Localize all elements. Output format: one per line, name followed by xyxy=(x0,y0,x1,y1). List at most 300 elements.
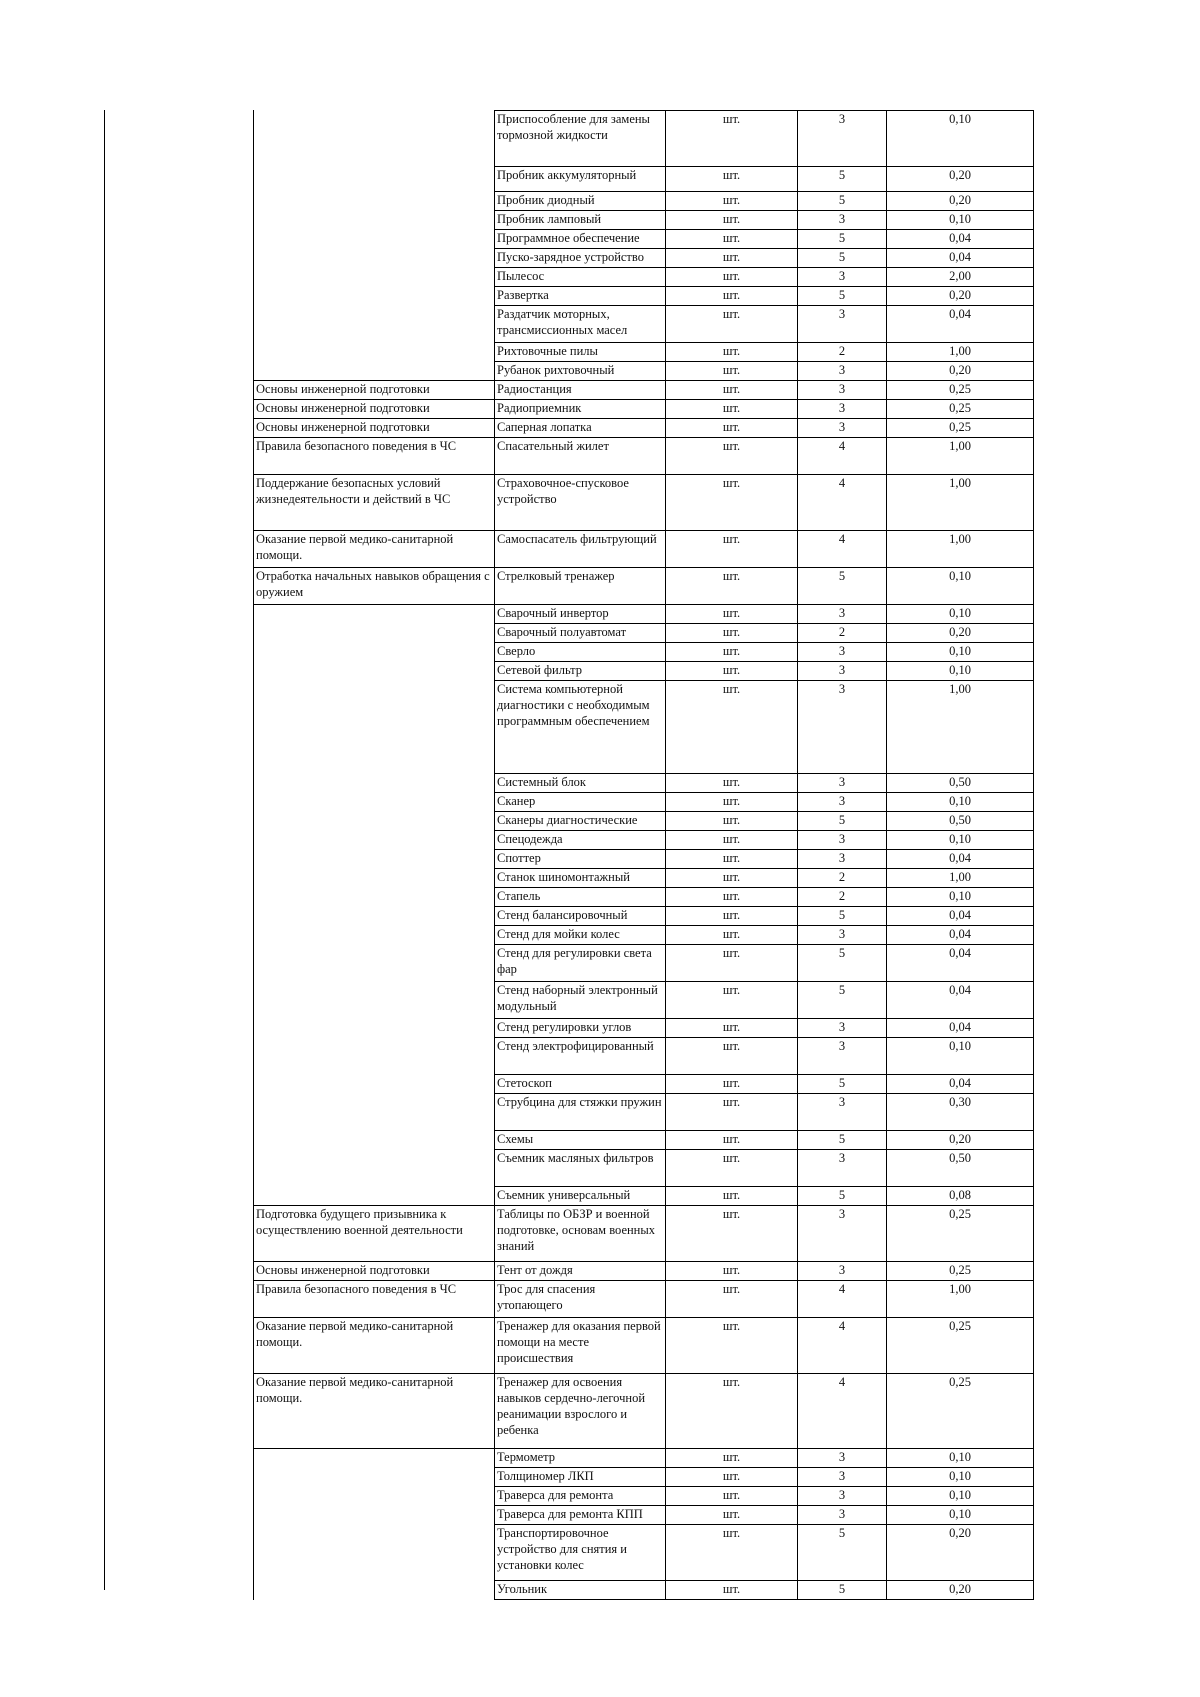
subject-cell xyxy=(254,1150,495,1187)
quantity-cell: 5 xyxy=(798,1131,887,1150)
item-cell: Стапель xyxy=(495,888,666,907)
item-cell: Толщиномер ЛКП xyxy=(495,1468,666,1487)
table-row xyxy=(254,1075,1034,1094)
subject-cell xyxy=(254,1468,495,1487)
coefficient-cell: 0,20 xyxy=(887,287,1034,306)
unit-cell: шт. xyxy=(666,907,798,926)
coefficient-cell: 0,10 xyxy=(887,111,1034,167)
coefficient-cell: 0,04 xyxy=(887,926,1034,945)
table-row xyxy=(254,1318,1034,1374)
coefficient-cell: 0,04 xyxy=(887,945,1034,982)
coefficient-cell: 0,20 xyxy=(887,1525,1034,1581)
table-row xyxy=(254,907,1034,926)
unit-cell: шт. xyxy=(666,681,798,774)
unit-cell: шт. xyxy=(666,926,798,945)
quantity-cell: 4 xyxy=(798,438,887,475)
item-cell: Сварочный инвертор xyxy=(495,605,666,624)
subject-cell xyxy=(254,831,495,850)
coefficient-cell: 0,20 xyxy=(887,362,1034,381)
table-row xyxy=(254,362,1034,381)
coefficient-cell: 0,25 xyxy=(887,1374,1034,1449)
quantity-cell: 5 xyxy=(798,249,887,268)
table-row xyxy=(254,850,1034,869)
coefficient-cell: 0,10 xyxy=(887,1487,1034,1506)
table-row xyxy=(254,1581,1034,1600)
item-cell: Сетевой фильтр xyxy=(495,662,666,681)
table-row xyxy=(254,381,1034,400)
quantity-cell: 3 xyxy=(798,1094,887,1131)
quantity-cell: 3 xyxy=(798,662,887,681)
unit-cell: шт. xyxy=(666,774,798,793)
coefficient-cell: 0,25 xyxy=(887,419,1034,438)
item-cell: Сварочный полуавтомат xyxy=(495,624,666,643)
unit-cell: шт. xyxy=(666,812,798,831)
table-row xyxy=(254,1131,1034,1150)
coefficient-cell: 1,00 xyxy=(887,438,1034,475)
table-row xyxy=(254,945,1034,982)
unit-cell: шт. xyxy=(666,605,798,624)
coefficient-cell: 0,30 xyxy=(887,1094,1034,1131)
unit-cell: шт. xyxy=(666,1187,798,1206)
table-row xyxy=(254,400,1034,419)
item-cell: Трос для спасения утопающего xyxy=(495,1281,666,1318)
subject-cell xyxy=(254,869,495,888)
unit-cell: шт. xyxy=(666,1038,798,1075)
subject-cell xyxy=(254,1131,495,1150)
subject-cell xyxy=(254,287,495,306)
coefficient-cell: 0,10 xyxy=(887,1038,1034,1075)
quantity-cell: 2 xyxy=(798,343,887,362)
table-row xyxy=(254,982,1034,1019)
item-cell: Стенд электрофицированный xyxy=(495,1038,666,1075)
coefficient-cell: 0,50 xyxy=(887,774,1034,793)
quantity-cell: 3 xyxy=(798,306,887,343)
item-cell: Радиостанция xyxy=(495,381,666,400)
subject-cell xyxy=(254,167,495,192)
item-cell: Станок шиномонтажный xyxy=(495,869,666,888)
quantity-cell: 5 xyxy=(798,982,887,1019)
table-row xyxy=(254,167,1034,192)
item-cell: Транспортировочное устройство для снятия и установки колес xyxy=(495,1525,666,1581)
unit-cell: шт. xyxy=(666,343,798,362)
unit-cell: шт. xyxy=(666,306,798,343)
equipment-table-body xyxy=(254,111,1034,1600)
unit-cell: шт. xyxy=(666,945,798,982)
quantity-cell: 3 xyxy=(798,268,887,287)
table-row xyxy=(254,605,1034,624)
equipment-table xyxy=(253,110,1034,1600)
subject-cell xyxy=(254,1487,495,1506)
table-row xyxy=(254,475,1034,531)
unit-cell: шт. xyxy=(666,793,798,812)
item-cell: Таблицы по ОБЗР и военной подготовке, основам военных знаний xyxy=(495,1206,666,1262)
item-cell: Пробник аккумуляторный xyxy=(495,167,666,192)
table-row xyxy=(254,1506,1034,1525)
subject-cell xyxy=(254,793,495,812)
item-cell: Саперная лопатка xyxy=(495,419,666,438)
item-cell: Стрелковый тренажер xyxy=(495,568,666,605)
subject-cell: Основы инженерной подготовки xyxy=(254,400,495,419)
unit-cell: шт. xyxy=(666,1449,798,1468)
subject-cell: Отработка начальных навыков обращения с оружием xyxy=(254,568,495,605)
table-row xyxy=(254,1468,1034,1487)
subject-cell xyxy=(254,1187,495,1206)
subject-cell xyxy=(254,1094,495,1131)
coefficient-cell: 0,08 xyxy=(887,1187,1034,1206)
coefficient-cell: 1,00 xyxy=(887,869,1034,888)
unit-cell: шт. xyxy=(666,1468,798,1487)
quantity-cell: 2 xyxy=(798,888,887,907)
coefficient-cell: 0,50 xyxy=(887,1150,1034,1187)
coefficient-cell: 1,00 xyxy=(887,475,1034,531)
unit-cell: шт. xyxy=(666,362,798,381)
subject-cell xyxy=(254,605,495,624)
table-row xyxy=(254,1094,1034,1131)
subject-cell: Правила безопасного поведения в ЧС xyxy=(254,438,495,475)
coefficient-cell: 0,10 xyxy=(887,888,1034,907)
coefficient-cell: 0,04 xyxy=(887,907,1034,926)
coefficient-cell: 0,10 xyxy=(887,643,1034,662)
quantity-cell: 2 xyxy=(798,624,887,643)
coefficient-cell: 0,04 xyxy=(887,850,1034,869)
item-cell: Споттер xyxy=(495,850,666,869)
subject-cell xyxy=(254,306,495,343)
subject-cell: Оказание первой медико-санитарной помощи. xyxy=(254,1374,495,1449)
unit-cell: шт. xyxy=(666,1150,798,1187)
quantity-cell: 5 xyxy=(798,167,887,192)
coefficient-cell: 0,20 xyxy=(887,192,1034,211)
unit-cell: шт. xyxy=(666,249,798,268)
item-cell: Сканер xyxy=(495,793,666,812)
subject-cell: Основы инженерной подготовки xyxy=(254,381,495,400)
unit-cell: шт. xyxy=(666,888,798,907)
item-cell: Термометр xyxy=(495,1449,666,1468)
unit-cell: шт. xyxy=(666,831,798,850)
quantity-cell: 3 xyxy=(798,643,887,662)
table-row xyxy=(254,438,1034,475)
quantity-cell: 5 xyxy=(798,287,887,306)
unit-cell: шт. xyxy=(666,1281,798,1318)
unit-cell: шт. xyxy=(666,531,798,568)
quantity-cell: 3 xyxy=(798,211,887,230)
coefficient-cell: 0,10 xyxy=(887,1449,1034,1468)
unit-cell: шт. xyxy=(666,869,798,888)
item-cell: Траверса для ремонта xyxy=(495,1487,666,1506)
subject-cell xyxy=(254,945,495,982)
table-row xyxy=(254,568,1034,605)
unit-cell: шт. xyxy=(666,230,798,249)
table-row xyxy=(254,419,1034,438)
item-cell: Самоспасатель фильтрующий xyxy=(495,531,666,568)
subject-cell xyxy=(254,982,495,1019)
item-cell: Стетоскоп xyxy=(495,1075,666,1094)
unit-cell: шт. xyxy=(666,1487,798,1506)
coefficient-cell: 0,04 xyxy=(887,1019,1034,1038)
quantity-cell: 3 xyxy=(798,381,887,400)
table-row xyxy=(254,793,1034,812)
unit-cell: шт. xyxy=(666,381,798,400)
quantity-cell: 3 xyxy=(798,362,887,381)
table-row xyxy=(254,268,1034,287)
table-row xyxy=(254,1150,1034,1187)
unit-cell: шт. xyxy=(666,475,798,531)
item-cell: Схемы xyxy=(495,1131,666,1150)
subject-cell xyxy=(254,362,495,381)
unit-cell: шт. xyxy=(666,662,798,681)
subject-cell xyxy=(254,1525,495,1581)
table-row xyxy=(254,1187,1034,1206)
subject-cell: Основы инженерной подготовки xyxy=(254,1262,495,1281)
subject-cell xyxy=(254,230,495,249)
table-row xyxy=(254,1019,1034,1038)
quantity-cell: 3 xyxy=(798,400,887,419)
table-row xyxy=(254,888,1034,907)
subject-cell xyxy=(254,1581,495,1600)
item-cell: Струбцина для стяжки пружин xyxy=(495,1094,666,1131)
item-cell: Рихтовочные пилы xyxy=(495,343,666,362)
item-cell: Стенд регулировки углов xyxy=(495,1019,666,1038)
coefficient-cell: 0,20 xyxy=(887,624,1034,643)
item-cell: Угольник xyxy=(495,1581,666,1600)
coefficient-cell: 0,10 xyxy=(887,605,1034,624)
unit-cell: шт. xyxy=(666,1019,798,1038)
coefficient-cell: 0,10 xyxy=(887,662,1034,681)
item-cell: Системный блок xyxy=(495,774,666,793)
quantity-cell: 2 xyxy=(798,869,887,888)
quantity-cell: 3 xyxy=(798,1206,887,1262)
quantity-cell: 3 xyxy=(798,419,887,438)
item-cell: Программное обеспечение xyxy=(495,230,666,249)
table-row xyxy=(254,1038,1034,1075)
unit-cell: шт. xyxy=(666,1525,798,1581)
item-cell: Сканеры диагностические xyxy=(495,812,666,831)
unit-cell: шт. xyxy=(666,1131,798,1150)
table-row xyxy=(254,774,1034,793)
table-row xyxy=(254,662,1034,681)
subject-cell: Правила безопасного поведения в ЧС xyxy=(254,1281,495,1318)
quantity-cell: 3 xyxy=(798,1019,887,1038)
coefficient-cell: 2,00 xyxy=(887,268,1034,287)
subject-cell xyxy=(254,1038,495,1075)
item-cell: Раздатчик моторных, трансмиссионных масел xyxy=(495,306,666,343)
coefficient-cell: 0,04 xyxy=(887,1075,1034,1094)
coefficient-cell: 0,10 xyxy=(887,793,1034,812)
coefficient-cell: 0,04 xyxy=(887,306,1034,343)
left-margin-line-1 xyxy=(104,110,105,1590)
item-cell: Съемник масляных фильтров xyxy=(495,1150,666,1187)
subject-cell xyxy=(254,907,495,926)
subject-cell xyxy=(254,111,495,167)
item-cell: Система компьютерной диагностики с необходимым программным обеспечением xyxy=(495,681,666,774)
item-cell: Страховочное-спусковое устройство xyxy=(495,475,666,531)
subject-cell xyxy=(254,1449,495,1468)
quantity-cell: 4 xyxy=(798,531,887,568)
subject-cell: Оказание первой медико-санитарной помощи. xyxy=(254,531,495,568)
coefficient-cell: 0,10 xyxy=(887,1468,1034,1487)
quantity-cell: 3 xyxy=(798,1150,887,1187)
subject-cell xyxy=(254,681,495,774)
item-cell: Спецодежда xyxy=(495,831,666,850)
subject-cell xyxy=(254,662,495,681)
quantity-cell: 3 xyxy=(798,850,887,869)
quantity-cell: 3 xyxy=(798,926,887,945)
table-row xyxy=(254,1281,1034,1318)
table-row xyxy=(254,531,1034,568)
quantity-cell: 5 xyxy=(798,1581,887,1600)
unit-cell: шт. xyxy=(666,167,798,192)
subject-cell xyxy=(254,268,495,287)
quantity-cell: 3 xyxy=(798,793,887,812)
unit-cell: шт. xyxy=(666,643,798,662)
unit-cell: шт. xyxy=(666,568,798,605)
quantity-cell: 3 xyxy=(798,1449,887,1468)
unit-cell: шт. xyxy=(666,268,798,287)
item-cell: Развертка xyxy=(495,287,666,306)
item-cell: Съемник универсальный xyxy=(495,1187,666,1206)
table-row xyxy=(254,1525,1034,1581)
unit-cell: шт. xyxy=(666,438,798,475)
unit-cell: шт. xyxy=(666,1318,798,1374)
unit-cell: шт. xyxy=(666,1094,798,1131)
table-row xyxy=(254,343,1034,362)
quantity-cell: 3 xyxy=(798,111,887,167)
table-row xyxy=(254,681,1034,774)
unit-cell: шт. xyxy=(666,211,798,230)
quantity-cell: 3 xyxy=(798,1468,887,1487)
item-cell: Пуско-зарядное устройство xyxy=(495,249,666,268)
subject-cell xyxy=(254,643,495,662)
table-row xyxy=(254,1374,1034,1449)
coefficient-cell: 0,25 xyxy=(887,400,1034,419)
unit-cell: шт. xyxy=(666,419,798,438)
quantity-cell: 3 xyxy=(798,831,887,850)
item-cell: Тренажер для освоения навыков сердечно-легочной реанимации взрослого и ребенка xyxy=(495,1374,666,1449)
quantity-cell: 5 xyxy=(798,192,887,211)
subject-cell xyxy=(254,1019,495,1038)
table-row xyxy=(254,812,1034,831)
subject-cell xyxy=(254,850,495,869)
subject-cell xyxy=(254,343,495,362)
table-row xyxy=(254,211,1034,230)
quantity-cell: 5 xyxy=(798,907,887,926)
unit-cell: шт. xyxy=(666,111,798,167)
quantity-cell: 3 xyxy=(798,774,887,793)
coefficient-cell: 0,10 xyxy=(887,1506,1034,1525)
quantity-cell: 3 xyxy=(798,605,887,624)
coefficient-cell: 0,04 xyxy=(887,249,1034,268)
unit-cell: шт. xyxy=(666,400,798,419)
subject-cell xyxy=(254,926,495,945)
item-cell: Тент от дождя xyxy=(495,1262,666,1281)
item-cell: Стенд балансировочный xyxy=(495,907,666,926)
coefficient-cell: 0,10 xyxy=(887,831,1034,850)
table-row xyxy=(254,1487,1034,1506)
coefficient-cell: 0,25 xyxy=(887,1206,1034,1262)
quantity-cell: 4 xyxy=(798,1318,887,1374)
coefficient-cell: 1,00 xyxy=(887,681,1034,774)
subject-cell xyxy=(254,888,495,907)
item-cell: Спасательный жилет xyxy=(495,438,666,475)
table-row xyxy=(254,306,1034,343)
item-cell: Приспособление для замены тормозной жидкости xyxy=(495,111,666,167)
quantity-cell: 3 xyxy=(798,1506,887,1525)
quantity-cell: 5 xyxy=(798,1525,887,1581)
item-cell: Траверса для ремонта КПП xyxy=(495,1506,666,1525)
coefficient-cell: 1,00 xyxy=(887,531,1034,568)
coefficient-cell: 1,00 xyxy=(887,343,1034,362)
quantity-cell: 5 xyxy=(798,230,887,249)
unit-cell: шт. xyxy=(666,850,798,869)
item-cell: Тренажер для оказания первой помощи на месте происшествия xyxy=(495,1318,666,1374)
table-row xyxy=(254,643,1034,662)
quantity-cell: 5 xyxy=(798,945,887,982)
unit-cell: шт. xyxy=(666,1506,798,1525)
unit-cell: шт. xyxy=(666,287,798,306)
table-row xyxy=(254,1206,1034,1262)
table-row xyxy=(254,869,1034,888)
subject-cell xyxy=(254,774,495,793)
item-cell: Пробник диодный xyxy=(495,192,666,211)
subject-cell: Поддержание безопасных условий жизнедеятельности и действий в ЧС xyxy=(254,475,495,531)
coefficient-cell: 1,00 xyxy=(887,1281,1034,1318)
table-row xyxy=(254,1262,1034,1281)
table-row xyxy=(254,831,1034,850)
coefficient-cell: 0,20 xyxy=(887,167,1034,192)
unit-cell: шт. xyxy=(666,192,798,211)
coefficient-cell: 0,25 xyxy=(887,381,1034,400)
quantity-cell: 3 xyxy=(798,1487,887,1506)
item-cell: Стенд для мойки колес xyxy=(495,926,666,945)
unit-cell: шт. xyxy=(666,982,798,1019)
quantity-cell: 3 xyxy=(798,1262,887,1281)
coefficient-cell: 0,20 xyxy=(887,1131,1034,1150)
item-cell: Пробник ламповый xyxy=(495,211,666,230)
coefficient-cell: 0,04 xyxy=(887,230,1034,249)
quantity-cell: 5 xyxy=(798,568,887,605)
table-row xyxy=(254,287,1034,306)
subject-cell xyxy=(254,1506,495,1525)
item-cell: Стенд для регулировки света фар xyxy=(495,945,666,982)
subject-cell xyxy=(254,249,495,268)
table-row xyxy=(254,926,1034,945)
table-row xyxy=(254,111,1034,167)
subject-cell xyxy=(254,812,495,831)
coefficient-cell: 0,04 xyxy=(887,982,1034,1019)
quantity-cell: 5 xyxy=(798,1187,887,1206)
subject-cell xyxy=(254,192,495,211)
coefficient-cell: 0,25 xyxy=(887,1262,1034,1281)
subject-cell: Оказание первой медико-санитарной помощи. xyxy=(254,1318,495,1374)
quantity-cell: 3 xyxy=(798,1038,887,1075)
coefficient-cell: 0,25 xyxy=(887,1318,1034,1374)
table-row xyxy=(254,230,1034,249)
table-row xyxy=(254,192,1034,211)
coefficient-cell: 0,10 xyxy=(887,211,1034,230)
coefficient-cell: 0,10 xyxy=(887,568,1034,605)
subject-cell xyxy=(254,624,495,643)
table-row xyxy=(254,249,1034,268)
unit-cell: шт. xyxy=(666,1075,798,1094)
item-cell: Рубанок рихтовочный xyxy=(495,362,666,381)
unit-cell: шт. xyxy=(666,624,798,643)
unit-cell: шт. xyxy=(666,1206,798,1262)
quantity-cell: 4 xyxy=(798,1281,887,1318)
coefficient-cell: 0,20 xyxy=(887,1581,1034,1600)
subject-cell: Подготовка будущего призывника к осуществлению военной деятельности xyxy=(254,1206,495,1262)
quantity-cell: 5 xyxy=(798,1075,887,1094)
table-row xyxy=(254,624,1034,643)
quantity-cell: 4 xyxy=(798,475,887,531)
